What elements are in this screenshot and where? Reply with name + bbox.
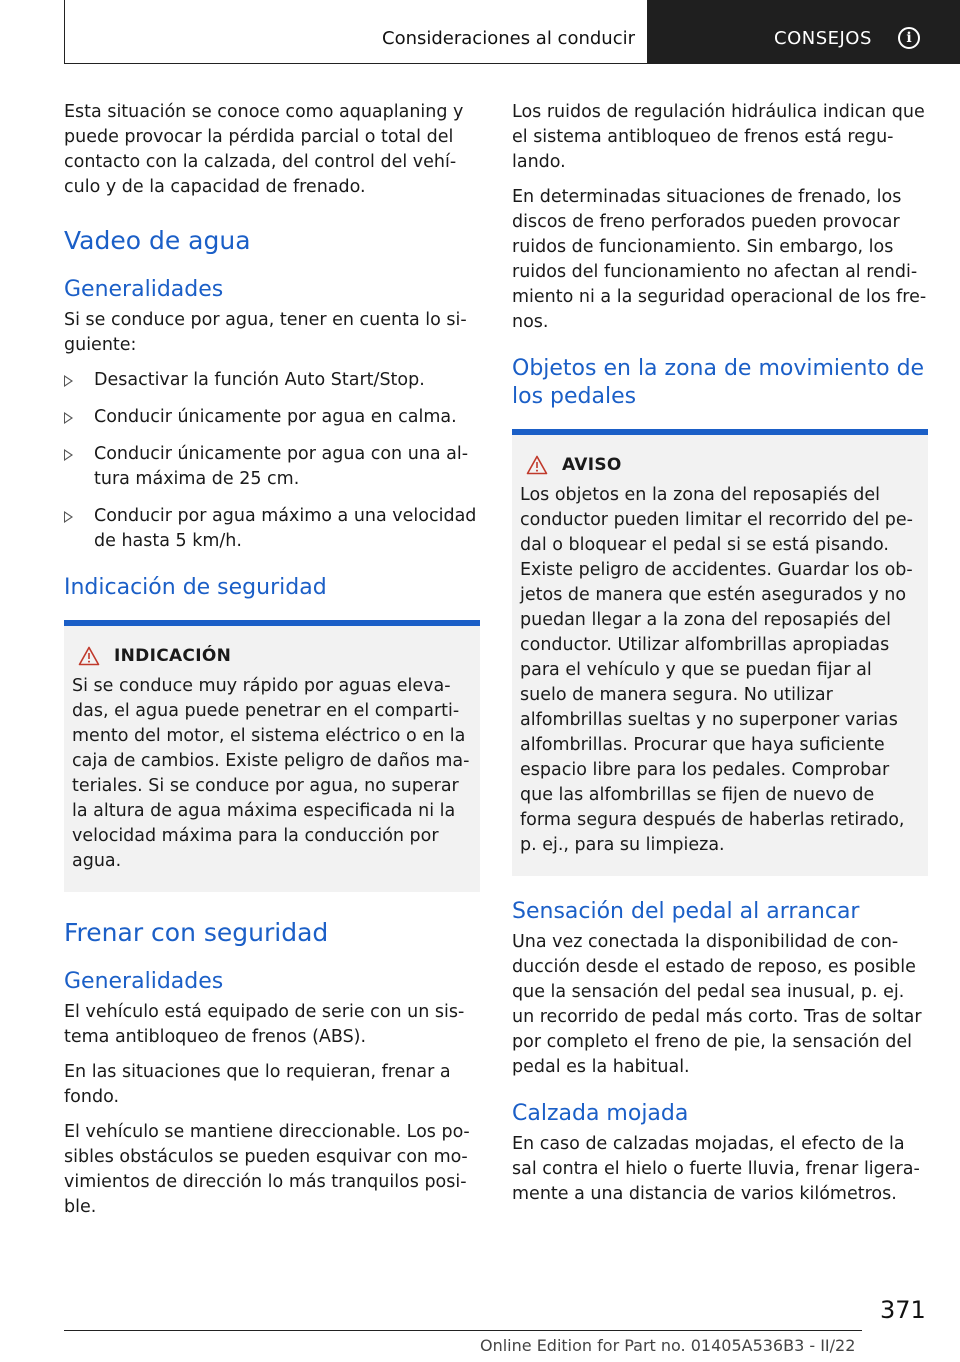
aviso-box <box>512 429 928 876</box>
heading-objetos: Objetos en la zona de movimiento de los pedales <box>512 356 925 409</box>
heading-indicacion: Indicación de seguridad <box>64 575 327 600</box>
heading-generalidades-frenar: Generalidades <box>64 969 224 994</box>
header-tag-box <box>648 0 960 64</box>
intro-paragraph: Esta situación se conoce como aquaplaning y puede provocar la pérdida parcial o total del contacto con la calzada, del control del vehículo y de la capacidad de frenado. <box>64 102 464 197</box>
list-item: Conducir por agua máximo a una velocidad de hasta 5 km/h. <box>64 504 480 554</box>
left-column <box>64 100 480 1230</box>
heading-vadeo: Vadeo de agua <box>64 226 251 255</box>
warning-triangle-icon <box>526 455 548 475</box>
frenar-paragraph-2: En las situaciones que lo requieran, frenar a fondo. <box>64 1062 451 1107</box>
indicacion-box <box>64 620 480 892</box>
indicacion-label: INDICACIÓN <box>114 646 232 666</box>
header-section-title: Consideraciones al conducir <box>382 28 635 49</box>
triangle-bullet-icon <box>64 449 73 461</box>
triangle-bullet-icon <box>64 511 73 523</box>
list-item: Conducir únicamente por agua en calma. <box>64 405 480 430</box>
abs-paragraph-2: En determinadas situaciones de frenado, los discos de freno perforados pueden provocar ruidos de funcionamiento. Sin embargo, los ruidos del funcionamiento no afectan al rendimiento ni a la seguridad operacional de los frenos. <box>512 187 927 332</box>
list-item: Conducir únicamente por agua con una altura máxima de 25 cm. <box>64 442 480 492</box>
right-column <box>512 100 928 1217</box>
warning-triangle-icon <box>78 646 100 666</box>
vadeo-bullet-list <box>64 368 480 554</box>
footer-edition: Online Edition for Part no. 01405A536B3 - II/22 <box>480 1336 856 1355</box>
page-number: 371 <box>880 1296 926 1324</box>
frenar-paragraph-1: El vehículo está equipado de serie con un sistema antibloqueo de frenos (ABS). <box>64 1002 465 1047</box>
header-section-box <box>64 0 648 64</box>
frenar-paragraph-3: El vehículo se mantiene direccionable. Los posibles obstáculos se pueden esquivar con movimientos de dirección lo más tranquilos posible. <box>64 1122 470 1217</box>
heading-generalidades-vadeo: Generalidades <box>64 277 224 302</box>
triangle-bullet-icon <box>64 412 73 424</box>
list-item: Desactivar la función Auto Start/Stop. <box>64 368 480 393</box>
triangle-bullet-icon <box>64 375 73 387</box>
heading-calzada: Calzada mojada <box>512 1101 689 1126</box>
sensacion-text: Una vez conectada la disponibilidad de conducción desde el estado de reposo, es posible que la sensación del pedal sea inusual, p. ej. un recorrido de pedal más corto. Tras de soltar por completo el freno de pie, la sensación del pedal es la habitual. <box>512 932 922 1077</box>
calzada-text: En caso de calzadas mojadas, el efecto de la sal contra el hielo o fuerte lluvia, frenar ligeramente a una distancia de varios kilómetros. <box>512 1134 920 1204</box>
header-tag: CONSEJOS <box>774 28 872 49</box>
generalidades-vadeo-text: Si se conduce por agua, tener en cuenta lo siguiente: <box>64 310 467 355</box>
indicacion-text: Si se conduce muy rápido por aguas elevadas, el agua puede penetrar en el compartimento del motor, el sistema eléctrico o en la caja de cambios. Existe peligro de daños materiales. Si se conduce por agua, no superar la altura de agua máxima especificada ni la velocidad máxima para la conducción por agua. <box>72 676 470 871</box>
aviso-label: AVISO <box>562 455 622 475</box>
info-icon: i <box>898 27 920 49</box>
footer-divider <box>64 1330 862 1331</box>
heading-sensacion: Sensación del pedal al arrancar <box>512 899 860 924</box>
abs-paragraph-1: Los ruidos de regulación hidráulica indican que el sistema antibloqueo de frenos está regulando. <box>512 102 925 172</box>
aviso-text: Los objetos en la zona del reposapiés del conductor pueden limitar el recorrido del pedal o bloquear el pedal si se está pisando. Existe peligro de accidentes. Guardar los objetos de manera que estén asegurados y no puedan llegar a la zona del reposapiés del conductor. Utilizar alfombrillas apropiadas para el vehículo y que se puedan fijar al suelo de manera segura. No utilizar alfombrillas sueltas y no superponer varias alfombrillas. Procurar que haya suficiente espacio libre para los pedales. Comprobar que las alfombrillas se fijen de nuevo de forma segura después de haberlas retirado, p. ej., para su limpieza. <box>520 485 913 855</box>
heading-frenar: Frenar con seguridad <box>64 918 329 947</box>
